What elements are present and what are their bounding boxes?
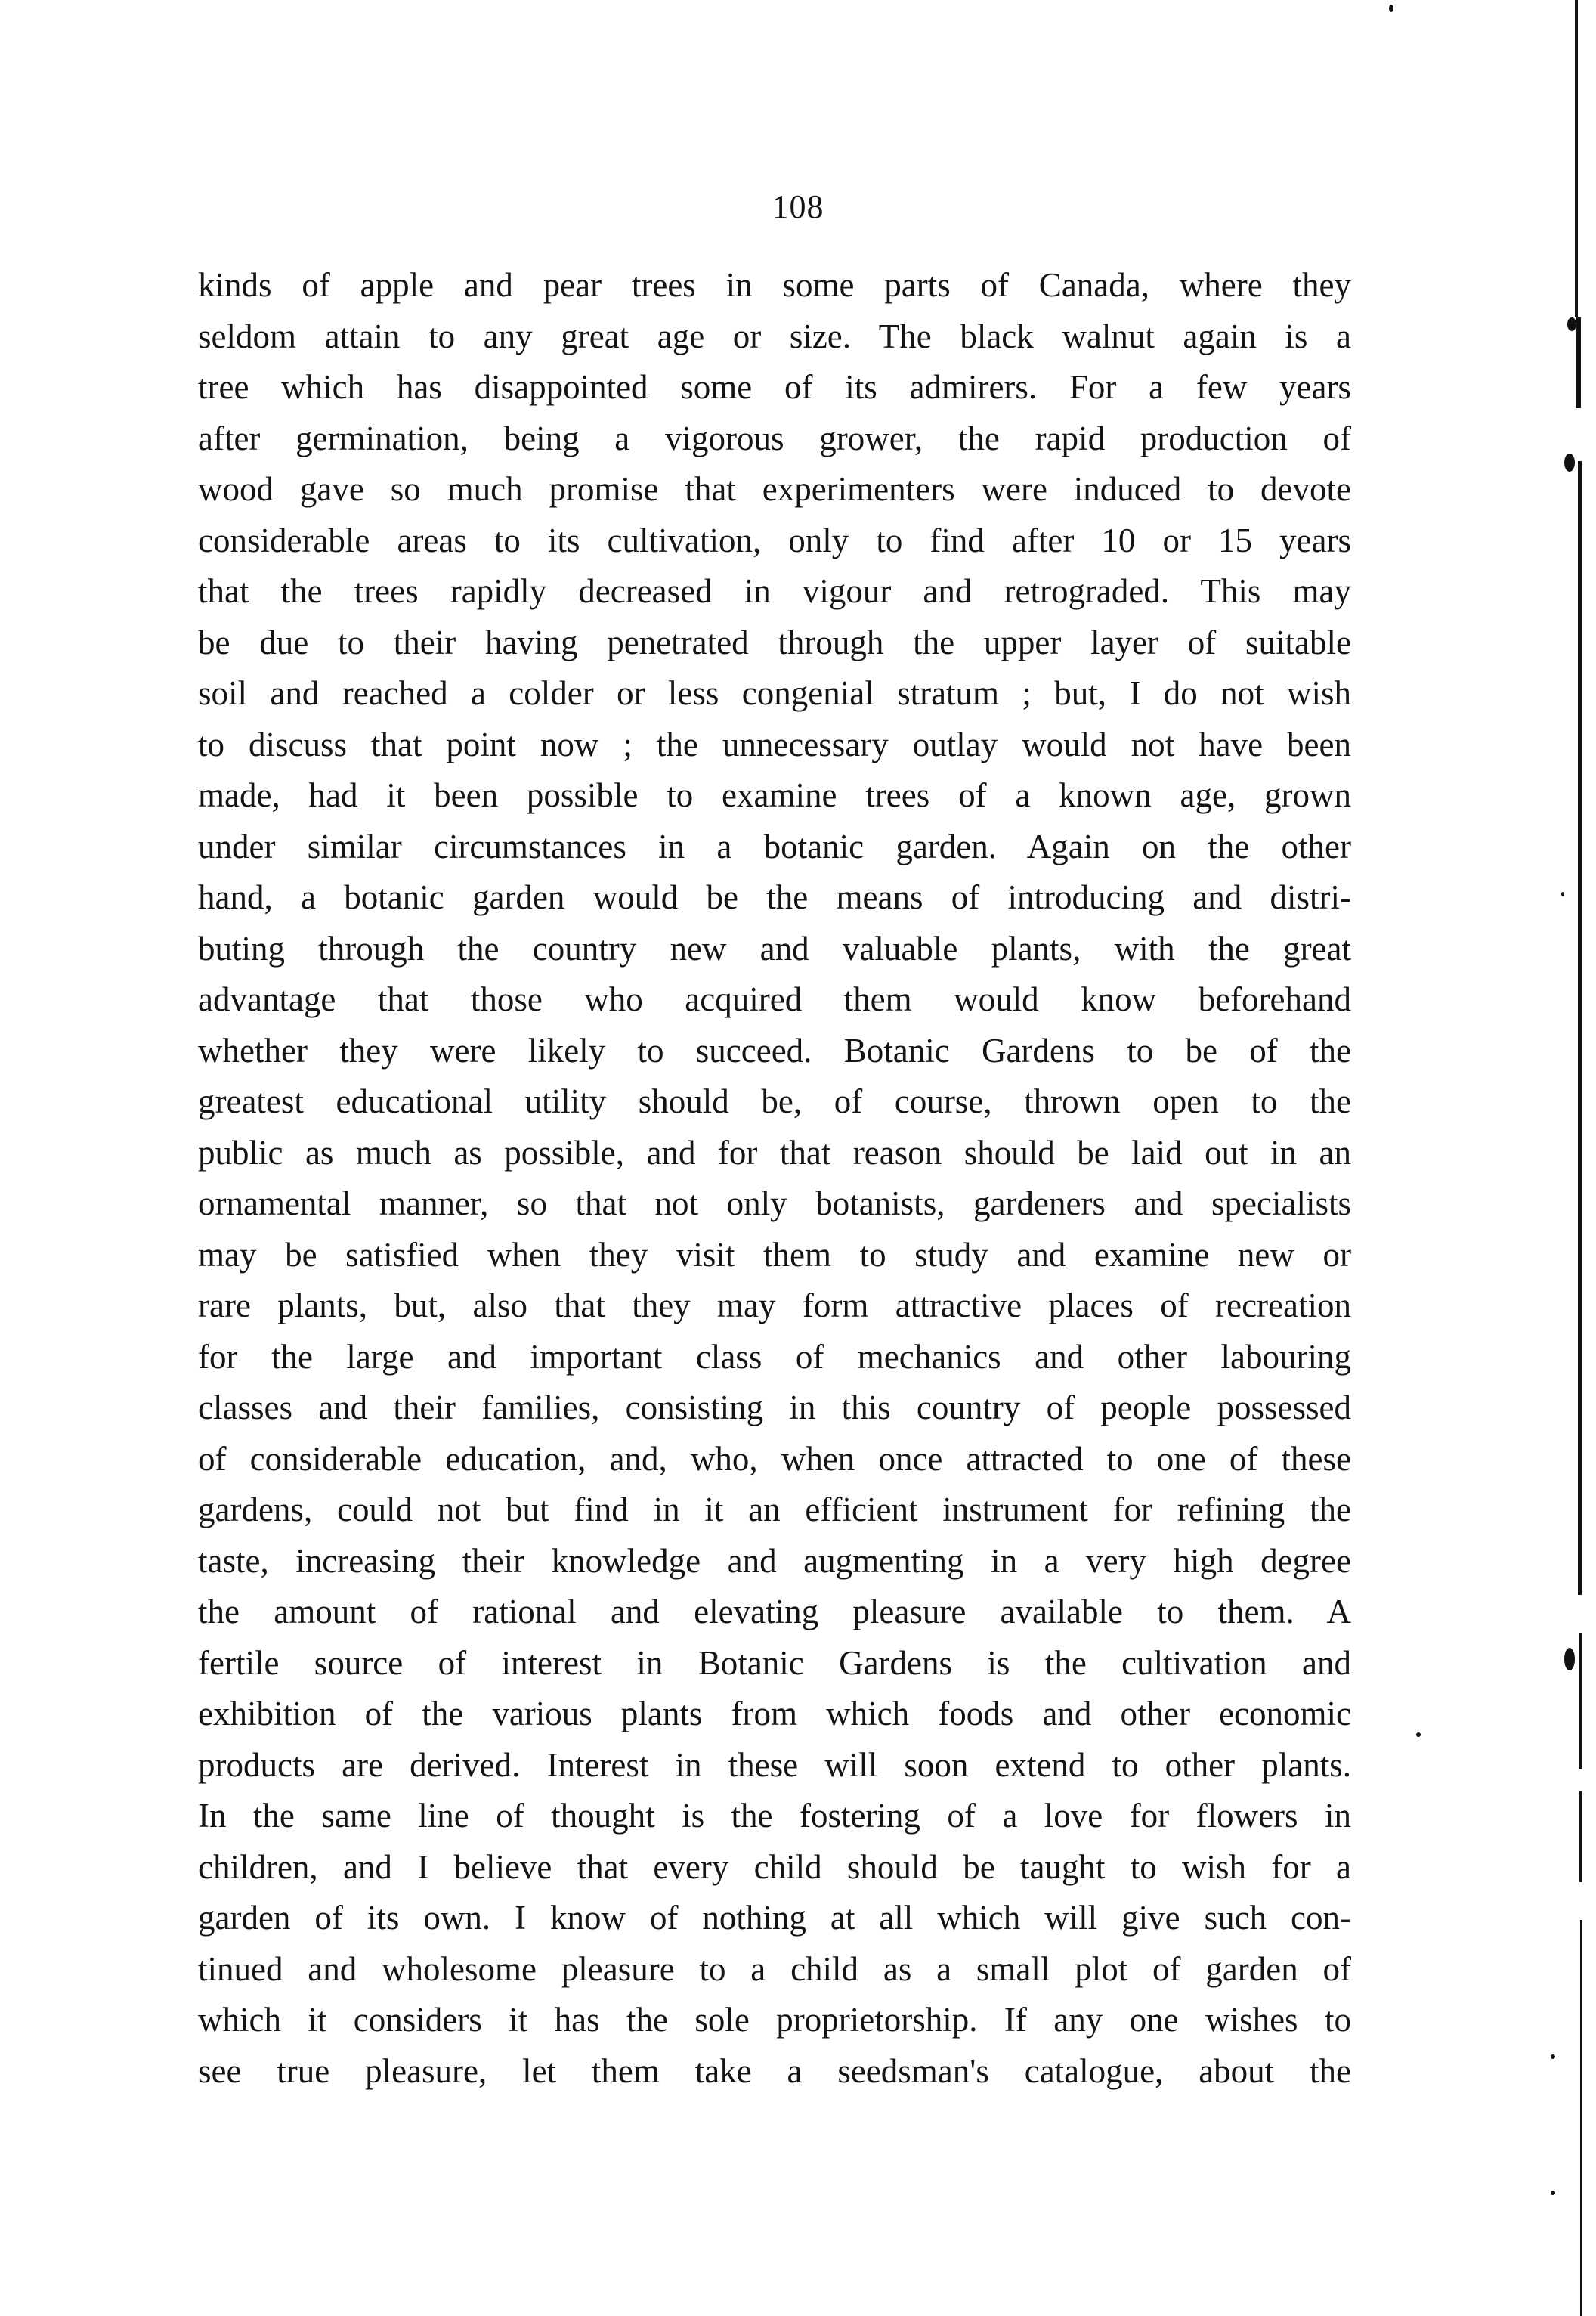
- text-line: seldom attain to any great age or size. The black walnut again is a: [198, 317, 1351, 355]
- text-line: classes and their families, consisting in this country of people possessed: [198, 1389, 1351, 1426]
- text-line: of considerable education, and, who, when once attracted to one of these: [198, 1439, 1351, 1478]
- text-line: wood gave so much promise that experimenters were induced to devote: [198, 470, 1351, 508]
- text-line: whether they were likely to succeed. Botanic Gardens to be of the: [198, 1031, 1351, 1070]
- text-line: tinued and wholesome pleasure to a child as a small plot of garden of: [198, 1949, 1351, 1988]
- text-line: children, and I believe that every child should be taught to wish for a: [198, 1847, 1351, 1886]
- scan-speck: [1416, 1732, 1421, 1737]
- scan-edge-line: [1580, 1920, 1582, 2316]
- text-line: the amount of rational and elevating pleasure available to them. A: [198, 1593, 1351, 1630]
- scan-edge-line: [1579, 1791, 1582, 1882]
- text-line: after germination, being a vigorous grower, the rapid production of: [198, 419, 1351, 457]
- text-line: tree which has disappointed some of its admirers. For a few years: [198, 368, 1351, 406]
- text-line: made, had it been possible to examine trees of a known age, grown: [198, 776, 1351, 814]
- page-number: 108: [772, 188, 824, 225]
- text-line: considerable areas to its cultivation, only to find after 10 or 15 years: [198, 521, 1351, 559]
- text-line: In the same line of thought is the fostering of a love for flowers in: [198, 1797, 1351, 1835]
- text-line: for the large and important class of mechanics and other labouring: [198, 1337, 1351, 1376]
- text-line: taste, increasing their knowledge and augmenting in a very high degree: [198, 1541, 1351, 1580]
- scan-speck: [1567, 317, 1576, 331]
- text-line: buting through the country new and valuable plants, with the great: [198, 929, 1351, 968]
- text-line: gardens, could not but find in it an efficient instrument for refining the: [198, 1491, 1351, 1528]
- text-line: see true pleasure, let them take a seedsman's catalogue, about the: [198, 2051, 1351, 2090]
- text-line: garden of its own. I know of nothing at all which will give such con-: [198, 1899, 1351, 1937]
- text-line: advantage that those who acquired them would know beforehand: [198, 980, 1351, 1018]
- scan-edge-line: [1578, 461, 1582, 1595]
- text-line: may be satisfied when they visit them to study and examine new or: [198, 1235, 1351, 1274]
- body-text: [198, 260, 1351, 2097]
- text-line: ornamental manner, so that not only botanists, gardeners and specialists: [198, 1184, 1351, 1222]
- scan-edge-line: [1575, 0, 1578, 317]
- scan-speck: [1564, 1648, 1575, 1670]
- scan-speck: [1564, 454, 1575, 472]
- scan-speck: [1389, 5, 1393, 12]
- text-line: public as much as possible, and for that reason should be laid out in an: [198, 1133, 1351, 1172]
- scan-edge-line: [1576, 317, 1581, 408]
- text-line: rare plants, but, also that they may form attractive places of recreation: [198, 1286, 1351, 1324]
- text-line: to discuss that point now ; the unnecessary outlay would not have been: [198, 725, 1351, 763]
- text-line: soil and reached a colder or less congenial stratum ; but, I do not wish: [198, 674, 1351, 712]
- scan-speck: [1551, 2191, 1555, 2195]
- text-line: be due to their having penetrated through the upper layer of suitable: [198, 623, 1351, 661]
- text-line: which it considers it has the sole proprietorship. If any one wishes to: [198, 2001, 1351, 2039]
- text-line: fertile source of interest in Botanic Gardens is the cultivation and: [198, 1643, 1351, 1682]
- text-line: hand, a botanic garden would be the means of introducing and distri-: [198, 878, 1351, 916]
- text-line: exhibition of the various plants from which foods and other economic: [198, 1695, 1351, 1732]
- scan-speck: [1551, 2054, 1555, 2059]
- text-line: products are derived. Interest in these will soon extend to other plants.: [198, 1745, 1351, 1784]
- text-line: that the trees rapidly decreased in vigour and retrograded. This may: [198, 572, 1351, 610]
- text-line: kinds of apple and pear trees in some parts of Canada, where they: [198, 266, 1351, 304]
- scan-edge-line: [1579, 1633, 1582, 1769]
- text-line: greatest educational utility should be, of course, thrown open to the: [198, 1082, 1351, 1120]
- scan-speck: [1561, 892, 1564, 896]
- text-line: under similar circumstances in a botanic garden. Again on the other: [198, 827, 1351, 865]
